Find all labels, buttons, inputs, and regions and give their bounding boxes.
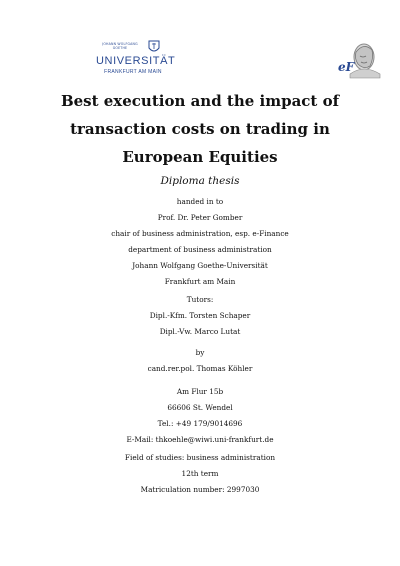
tutors-line: Dipl.-Vw. Marco Lutat: [159, 327, 241, 336]
university-logo-main-text: UNIVERSITÄT: [96, 55, 176, 67]
address-line: Tel.: +49 179/9014696: [157, 419, 243, 428]
handed-in-line: handed in to: [176, 197, 224, 206]
author-line: cand.rer.pol. Thomas Köhler: [147, 364, 253, 373]
handed-in-line: Prof. Dr. Peter Gomber: [157, 213, 243, 222]
title-line: European Equities: [122, 148, 278, 166]
e-finance-mark: eF: [338, 60, 355, 74]
study-line: 12th term: [181, 469, 219, 478]
title-line: Best execution and the impact of: [60, 92, 340, 110]
author-block: [0, 345, 400, 377]
address-line: E-Mail: thkoehle@wiwi.uni-frankfurt.de: [126, 435, 274, 444]
handed-in-line: Frankfurt am Main: [164, 277, 236, 286]
thesis-type: Diploma thesis: [160, 175, 240, 187]
study-block: [0, 450, 400, 498]
thesis-title: [0, 87, 400, 171]
university-logo-sub-text: FRANKFURT AM MAIN: [104, 69, 162, 75]
title-line: transaction costs on trading in: [70, 120, 330, 138]
university-logo: [96, 40, 206, 80]
university-logo-small-text: JOHANN WOLFGANG GOETHE: [102, 42, 138, 50]
tutors-line: Tutors:: [186, 295, 214, 304]
tutors-line: Dipl.-Kfm. Torsten Schaper: [149, 311, 251, 320]
address-line: 66606 St. Wendel: [167, 403, 233, 412]
study-line: Field of studies: business administration: [124, 453, 276, 462]
e-finance-logo: [336, 40, 386, 82]
university-seal-icon: [148, 40, 160, 54]
handed-in-block: [0, 194, 400, 290]
tutors-block: [0, 292, 400, 340]
study-line: Matriculation number: 2997030: [140, 485, 260, 494]
address-line: Am Flur 15b: [176, 387, 224, 396]
address-block: [0, 384, 400, 448]
handed-in-line: department of business administration: [128, 245, 272, 254]
handed-in-line: Johann Wolfgang Goethe-Universität: [132, 261, 268, 270]
author-line: by: [195, 348, 205, 357]
handed-in-line: chair of business administration, esp. e-Finance: [111, 229, 289, 238]
